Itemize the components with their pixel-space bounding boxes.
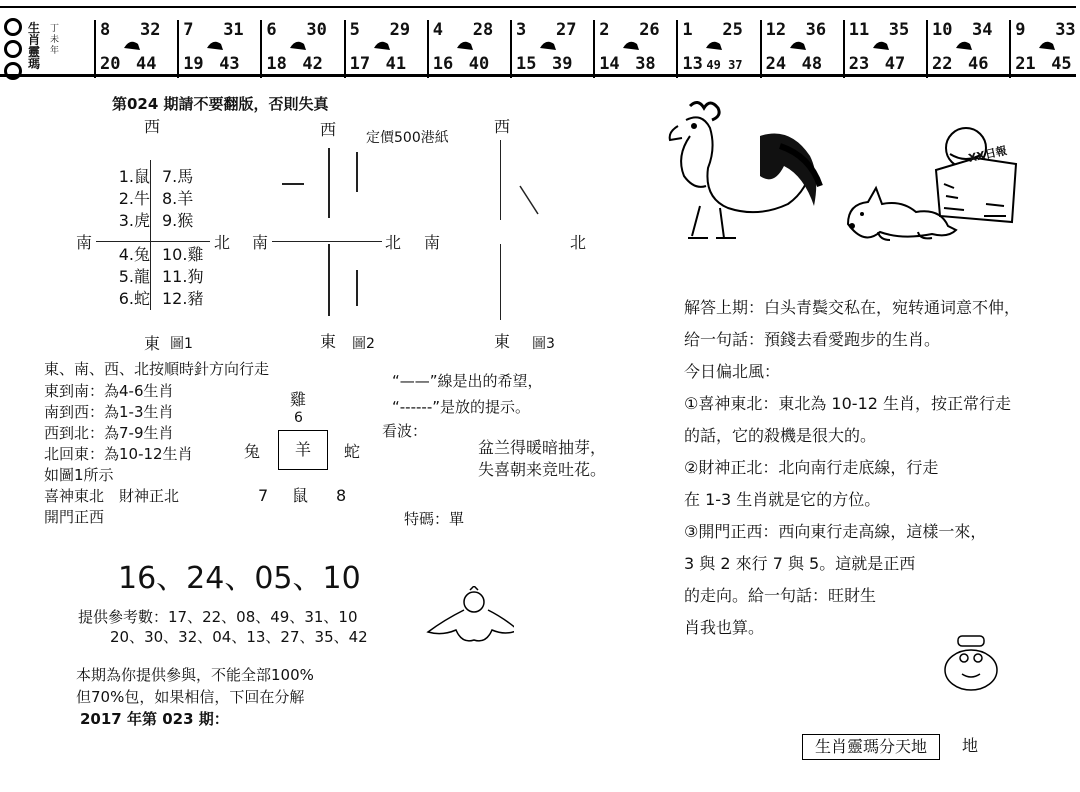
zodiac-item: 1.鼠	[118, 167, 150, 186]
fig3-top-line	[500, 140, 501, 220]
zodiac-item: 6.蛇	[118, 289, 150, 308]
number-cell	[676, 20, 756, 78]
legend-solid-line: “——”線是出的希望，	[392, 372, 543, 390]
footer-line-1: 本期為你提供參與，不能全部100%	[76, 666, 314, 684]
answer-block	[684, 298, 1064, 650]
zodiac-animal-icon	[455, 38, 475, 52]
cell-number: 13	[682, 54, 703, 74]
zodiac-animal-icon	[704, 38, 724, 52]
cell-number: 28	[472, 20, 494, 40]
cell-number: 2	[599, 20, 610, 40]
hint-bottom-right: 8	[336, 486, 347, 505]
zodiac-animal-icon	[788, 38, 808, 52]
zodiac-animal-icon	[538, 38, 558, 52]
cell-number: 48	[801, 54, 823, 74]
fig2-north: 北	[385, 233, 402, 252]
number-cell	[260, 20, 340, 78]
fig3-diagonal	[518, 184, 542, 218]
price-label: 定價500港紙	[366, 130, 449, 146]
number-cell	[427, 20, 507, 78]
cell-number: 36	[805, 20, 827, 40]
fig2-top-short-line	[356, 152, 358, 192]
cell-number: 20	[100, 54, 121, 74]
rule-line: 西到北：為7-9生肖	[44, 424, 174, 442]
cell-number: 11	[848, 20, 870, 40]
zodiac-list-left	[106, 167, 150, 311]
cell-number: 19	[183, 54, 204, 74]
ring-icon	[4, 18, 22, 36]
newspaper-reader-icon	[932, 124, 1022, 226]
answer-line: 今日偏北風：	[684, 362, 781, 381]
cell-number: 38	[635, 54, 656, 74]
strip-year: 丁未年	[50, 24, 60, 56]
cell-number: 10	[932, 20, 953, 40]
fig3-bottom-line	[500, 244, 501, 320]
fig2-top-line	[328, 148, 330, 218]
fig2-bottom-line	[328, 244, 330, 316]
fig3-north: 北	[570, 233, 587, 252]
strip-title: 生肖靈瑪	[28, 21, 41, 71]
cell-number: 8	[100, 20, 111, 40]
number-cell	[94, 20, 174, 78]
cell-number: 14	[599, 54, 620, 74]
cell-number: 9	[1015, 20, 1026, 40]
hint-bottom: 鼠	[292, 486, 309, 505]
cell-number: 34	[972, 20, 993, 40]
newspaper-title: XX日報	[967, 144, 1008, 165]
cell-number: 22	[932, 54, 953, 74]
cell-number: 23	[848, 54, 870, 74]
cell-number: 49 37	[706, 58, 743, 72]
answer-line: ①喜神東北：東北為 10-12 生肖，按正常行走	[684, 394, 1012, 413]
frog-icon	[936, 632, 1006, 694]
zodiac-item: 2.牛	[118, 189, 150, 208]
fig2-east: 東	[320, 332, 337, 351]
hint-top-number: 6	[294, 410, 303, 426]
hint-bottom-left: 7	[258, 486, 269, 505]
zodiac-animal-icon	[288, 38, 308, 52]
answer-line: 的話，它的殺機是很大的。	[684, 426, 877, 445]
kanbo-label: 看波：	[382, 422, 428, 440]
reference-line-2: 20、30、32、04、13、27、35、42	[110, 628, 368, 646]
rooster-icon	[660, 96, 830, 246]
zodiac-item: 10.雞	[162, 245, 204, 264]
brand-stamp: 生肖靈瑪分天地	[802, 734, 940, 760]
fig3-south: 南	[424, 233, 441, 252]
cell-number: 44	[136, 54, 157, 74]
rule-line: 喜神東北 財神正北	[44, 487, 180, 505]
number-cell	[344, 20, 424, 78]
number-cell	[510, 20, 590, 78]
fig1-west: 西	[144, 117, 161, 136]
legend-dashed-line: “------”是放的提示。	[392, 398, 531, 416]
cell-number: 4	[432, 20, 444, 40]
hint-top: 雞	[290, 390, 307, 409]
cell-number: 7	[183, 20, 194, 40]
cell-number: 3	[516, 20, 527, 40]
number-cell	[177, 20, 257, 78]
cell-number: 27	[556, 20, 577, 40]
answer-line: 在 1-3 生肖就是它的方位。	[684, 490, 881, 509]
fig3-west: 西	[494, 117, 511, 136]
rule-line: 東、南、西、北按順時針方向行走	[44, 360, 270, 378]
answer-line: 肖我也算。	[684, 618, 765, 637]
fig2-bottom-short-line	[356, 270, 358, 306]
cell-number: 41	[385, 54, 407, 74]
number-cell	[843, 20, 923, 78]
footer-line-3: 2017 年第 023 期：	[80, 710, 229, 728]
cell-number: 12	[765, 20, 787, 40]
rule-line: 如圖1所示	[44, 466, 114, 484]
cell-number: 31	[223, 20, 244, 40]
answer-line: ③開門正西：西向東行走高線，這樣一來，	[684, 522, 987, 541]
fig2-west: 西	[320, 120, 337, 139]
poem-line-1: 盆兰得暖暗抽芽，	[478, 438, 607, 457]
brand-stamp-suffix: 地	[962, 736, 979, 755]
cell-number: 29	[389, 20, 411, 40]
fig3-east: 東	[494, 332, 511, 351]
fig3-caption: 圖3	[532, 336, 555, 352]
rules-block	[44, 360, 269, 529]
cell-number: 1	[682, 20, 693, 40]
rule-line: 開門正西	[44, 508, 105, 526]
cell-number: 6	[266, 20, 277, 40]
special-code: 特碼：單	[404, 510, 465, 528]
zodiac-item: 11.狗	[162, 267, 204, 286]
cell-number: 18	[266, 54, 287, 74]
zodiac-number-strip	[0, 6, 1076, 77]
binder-rings	[4, 18, 26, 84]
fig1-south: 南	[76, 233, 93, 252]
answer-line: 给一句話：預錢去看愛跑步的生肖。	[684, 330, 941, 349]
ring-icon	[4, 40, 22, 58]
bird-icon	[424, 586, 514, 652]
cell-number: 15	[516, 54, 537, 74]
zodiac-animal-icon	[871, 38, 891, 52]
cell-number: 43	[219, 54, 240, 74]
cell-number: 5	[349, 20, 360, 40]
answer-line: 的走向。給一句話：旺財生	[684, 586, 877, 605]
cell-number: 21	[1015, 54, 1036, 74]
fig2-dash	[282, 183, 304, 185]
zodiac-animal-icon	[621, 38, 641, 52]
ring-icon	[4, 62, 22, 80]
fig1-vertical-axis	[150, 160, 151, 310]
zodiac-item: 8.羊	[162, 189, 194, 208]
zodiac-item: 12.豬	[162, 289, 204, 308]
cell-number: 39	[552, 54, 573, 74]
fig2-south: 南	[252, 233, 269, 252]
fig1-caption: 圖1	[170, 336, 193, 352]
rule-line: 南到西：為1-3生肖	[44, 403, 174, 421]
zodiac-item: 7.馬	[162, 167, 194, 186]
cell-number: 26	[639, 20, 660, 40]
cell-number: 33	[1055, 20, 1076, 40]
zodiac-item: 4.兔	[118, 245, 150, 264]
answer-line: 3 與 2 來行 7 與 5。這就是正西	[684, 554, 916, 573]
fig2-horizontal-axis	[272, 241, 382, 242]
reference-line-1: 提供參考數：17、22、08、49、31、10	[78, 608, 358, 626]
fig1-north: 北	[214, 233, 231, 252]
cell-number: 32	[140, 20, 161, 40]
cell-number: 24	[765, 54, 787, 74]
cell-number: 45	[1051, 54, 1072, 74]
zodiac-animal-icon	[122, 38, 142, 52]
cell-number: 46	[968, 54, 989, 74]
hint-right: 蛇	[344, 442, 361, 461]
cell-number: 47	[884, 54, 906, 74]
answer-line: 解答上期：白头青鬓交私在，宛转通词意不伸，	[684, 298, 1021, 317]
cell-number: 40	[468, 54, 490, 74]
cell-number: 17	[349, 54, 371, 74]
cell-number: 16	[432, 54, 454, 74]
zodiac-animal-icon	[1037, 38, 1057, 52]
zodiac-item: 9.猴	[162, 211, 194, 230]
footer-line-2: 但70%包，如果相信，下回在分解	[76, 688, 305, 706]
main-numbers: 16、24、05、10	[118, 561, 361, 596]
cell-number: 30	[306, 20, 327, 40]
issue-notice: 第024 期請不要翻版，否則失真	[112, 95, 329, 113]
hint-center-box: 羊	[278, 430, 328, 470]
rule-line: 東到南：為4-6生肖	[44, 382, 174, 400]
fig1-east: 東	[144, 334, 161, 353]
rule-line: 北回東：為10-12生肖	[44, 445, 193, 463]
number-cell	[760, 20, 840, 78]
zodiac-animal-icon	[372, 38, 392, 52]
zodiac-list-right	[162, 167, 203, 311]
hint-left: 兔	[244, 442, 261, 461]
number-cell	[1009, 20, 1080, 78]
poem-line-2: 失喜朝来竞吐花。	[478, 460, 607, 479]
zodiac-animal-icon	[954, 38, 974, 52]
answer-line: ②財神正北：北向南行走底線，行走	[684, 458, 939, 477]
fig2-caption: 圖2	[352, 336, 375, 352]
zodiac-item: 3.虎	[118, 211, 150, 230]
number-cell	[926, 20, 1006, 78]
cell-number: 35	[888, 20, 910, 40]
zodiac-animal-icon	[205, 38, 225, 52]
number-cell	[593, 20, 673, 78]
cell-number: 42	[302, 54, 323, 74]
zodiac-item: 5.龍	[118, 267, 150, 286]
cell-number: 25	[722, 20, 743, 40]
